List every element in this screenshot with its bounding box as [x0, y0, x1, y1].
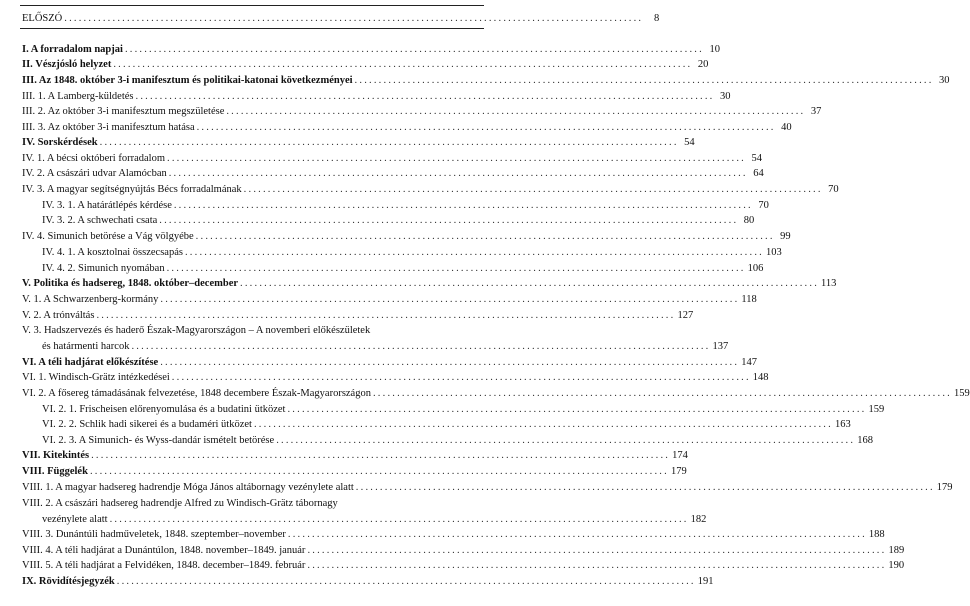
toc-entry-title: VIII. Függelék — [22, 466, 88, 477]
dot-leader: ........................................................................................................................ — [307, 560, 887, 571]
toc-entry-page: 159 — [868, 404, 885, 415]
toc-entry — [22, 482, 953, 497]
dot-leader: ........................................................................................................................ — [171, 372, 751, 383]
toc-entry-title: VI. A téli hadjárat előkészítése — [22, 357, 159, 368]
dot-leader: ........................................................................................................................ — [355, 482, 935, 493]
dot-leader: ........................................................................................................................ — [287, 404, 867, 415]
dot-leader: ........................................................................................................................ — [113, 59, 693, 70]
dot-leader: ........................................................................................................................ — [253, 419, 833, 430]
toc-entry-title: VI. 2. 1. Frischeisen előrenyomulása és a budatini ütközet — [42, 404, 286, 415]
toc-entry-page: 147 — [741, 357, 757, 368]
toc-entry — [42, 200, 769, 215]
toc-entry-title: V. Politika és hadsereg, 1848. október–december — [22, 278, 239, 289]
dot-leader: ........................................................................................................................ — [135, 91, 715, 102]
toc-entry — [22, 576, 714, 591]
dot-leader: ........................................................................................................................ — [167, 153, 746, 164]
toc-entry-page: 8 — [654, 13, 660, 24]
toc-entry — [22, 231, 791, 246]
toc-entry-title: VI. 2. 2. Schlik hadi sikerei és a budaméri ütközet — [42, 419, 252, 430]
toc-entry — [22, 560, 905, 575]
toc-entry-title: IX. Rövidítésjegyzék — [22, 576, 115, 587]
toc-entry-title: VIII. 3. Dunántúli hadműveletek, 1848. szeptember–november — [22, 529, 286, 540]
toc-entry-title: IV. 4. 1. A kosztolnai összecsapás — [42, 247, 183, 258]
toc-entry-page: 137 — [712, 341, 729, 352]
toc-entry-title: VI. 2. 3. A Simunich- és Wyss-dandár ismételt betörése — [42, 435, 275, 446]
toc-entry-page: 188 — [868, 529, 885, 540]
toc-entry — [42, 435, 873, 450]
toc-entry-title: III. 1. A Lamberg-küldetés — [22, 91, 134, 102]
toc-entry-title: IV. 3. 2. A schwechati csata — [42, 215, 158, 226]
toc-entry — [22, 44, 720, 59]
toc-entry-title: IV. Sorskérdések — [22, 137, 98, 148]
dot-leader: ........................................................................................................................ — [64, 13, 644, 24]
toc-entry-page: 118 — [741, 294, 757, 305]
toc-entry — [42, 514, 707, 529]
toc-entry-title: IV. 3. A magyar segítségnyújtás Bécs forradalmának — [22, 184, 242, 195]
toc-entry-page: 20 — [697, 59, 709, 70]
dot-leader: ........................................................................................................................ — [99, 137, 679, 148]
toc-entry — [22, 59, 709, 74]
toc-entry-title: IV. 4. 2. Simunich nyomában — [42, 263, 165, 274]
toc-entry-page: 30 — [939, 75, 950, 86]
toc-entry-page: 174 — [672, 450, 688, 461]
toc-entry-continuation: vezénylete alatt — [42, 514, 108, 525]
dot-leader: ........................................................................................................................ — [89, 466, 669, 477]
toc-entry — [42, 404, 885, 419]
toc-entry-title: VI. 2. A fősereg támadásának felvezetése, 1848 decembere Észak-Magyarországon — [22, 388, 371, 399]
toc-entry — [42, 215, 755, 230]
toc-entry-title: VIII. 2. A császári hadsereg hadrendje Alfred zu Windisch-Grätz tábornagy — [22, 498, 338, 509]
toc-entry — [22, 137, 695, 152]
dot-leader: ........................................................................................................................ — [287, 529, 867, 540]
dot-leader: ........................................................................................................................ — [173, 200, 753, 211]
toc-entry — [22, 294, 757, 309]
toc-entry-title: IV. 3. 1. A határátlépés kérdése — [42, 200, 172, 211]
toc-entry-page: 182 — [690, 514, 707, 525]
toc-entry-page: 40 — [781, 122, 792, 133]
toc-entry — [22, 450, 688, 465]
toc-entry-page: 37 — [810, 106, 822, 117]
toc-entry-title: VI. 1. Windisch-Grätz intézkedései — [22, 372, 170, 383]
toc-entry-title: IV. 1. A bécsi októberi forradalom — [22, 153, 165, 164]
toc-entry — [22, 184, 839, 199]
toc-entry-title: V. 1. A Schwarzenberg-kormány — [22, 294, 159, 305]
toc-entry-title: VII. Kitekintés — [22, 450, 90, 461]
toc-entry-page: 127 — [677, 310, 694, 321]
toc-entry — [22, 91, 731, 106]
toc-entry-page: 10 — [709, 44, 720, 55]
dot-leader: ........................................................................................................................ — [160, 357, 740, 368]
toc-entry-page: 190 — [888, 560, 905, 571]
toc-entry-title: III. 3. Az október 3-i manifesztum hatása — [22, 122, 195, 133]
dot-leader: ........................................................................................................................ — [195, 231, 775, 242]
dot-leader: ........................................................................................................................ — [226, 106, 806, 117]
toc-entry — [22, 529, 885, 544]
toc-entry-page: 113 — [821, 278, 837, 289]
dot-leader: ........................................................................................................................ — [372, 388, 952, 399]
toc-entry-page: 103 — [765, 247, 782, 258]
dot-leader: ........................................................................................................................ — [116, 576, 696, 587]
dot-leader: ........................................................................................................................ — [196, 122, 776, 133]
toc-entry-page: 99 — [780, 231, 791, 242]
toc-entry-title: II. Vészjósló helyzet — [22, 59, 112, 70]
dot-leader: ........................................................................................................................ — [124, 44, 704, 55]
toc-entry-title: IV. 2. A császári udvar Alamócban — [22, 168, 167, 179]
toc-entry-title: III. Az 1848. október 3-i manifesztum és politikai-katonai következményei — [22, 75, 353, 86]
dot-leader: ........................................................................................................................ — [160, 294, 740, 305]
dot-leader: ........................................................................................................................ — [96, 310, 676, 321]
toc-entry — [22, 106, 822, 121]
toc-entry-page: 80 — [743, 215, 755, 226]
dot-leader: ........................................................................................................................ — [240, 278, 820, 289]
toc-entry-page: 106 — [747, 263, 764, 274]
dot-leader: ........................................................................................................................ — [307, 545, 887, 556]
toc-entry-page: 168 — [857, 435, 873, 446]
toc-entry-title: V. 3. Hadszervezés és haderő Észak-Magyarországon – A novemberi előkészületek — [22, 325, 371, 336]
toc-entry — [22, 310, 694, 325]
toc-entry-page: 30 — [720, 91, 731, 102]
toc-entry-title: VIII. 1. A magyar hadsereg hadrendje Móga János altábornagy vezénylete alatt — [22, 482, 354, 493]
toc-entry-page: 148 — [752, 372, 769, 383]
toc-entry-title: III. 2. Az október 3-i manifesztum megszületése — [22, 106, 225, 117]
toc-entry-page: 179 — [670, 466, 687, 477]
toc-entry-page: 179 — [936, 482, 953, 493]
toc-entry — [22, 278, 837, 293]
toc-entry-title: I. A forradalom napjai — [22, 44, 123, 55]
toc-entry — [22, 466, 687, 481]
dot-leader: ........................................................................................................................ — [184, 247, 764, 258]
toc-entry — [22, 122, 792, 137]
toc-entry-title: VIII. 4. A téli hadjárat a Dunántúlon, 1848. november–1849. január — [22, 545, 306, 556]
toc-entry-continuation: és határmenti harcok — [42, 341, 130, 352]
dot-leader: ........................................................................................................................ — [243, 184, 823, 195]
dot-leader: ........................................................................................................................ — [91, 450, 671, 461]
divider-rule — [20, 28, 484, 29]
toc-entry — [42, 247, 782, 262]
dot-leader: ........................................................................................................................ — [276, 435, 856, 446]
toc-entry-page: 159 — [953, 388, 970, 399]
toc-entry-title: ELŐSZÓ — [22, 13, 63, 24]
dot-leader: ........................................................................................................................ — [168, 168, 748, 179]
toc-entry — [22, 545, 905, 560]
toc-entry-title: IV. 4. Simunich betörése a Vág völgyébe — [22, 231, 194, 242]
toc-entry — [42, 341, 729, 356]
toc-entry — [22, 13, 660, 28]
toc-entry — [42, 419, 851, 434]
toc-entry-page: 189 — [888, 545, 905, 556]
toc-entry-title: V. 2. A trónváltás — [22, 310, 95, 321]
dot-leader: ........................................................................................................................ — [109, 514, 689, 525]
toc-entry-page: 70 — [758, 200, 769, 211]
toc-entry-page: 191 — [697, 576, 714, 587]
dot-leader: ........................................................................................................................ — [354, 75, 934, 86]
toc-entry-page: 64 — [753, 168, 764, 179]
toc-entry — [22, 372, 769, 387]
toc-entry-page: 54 — [751, 153, 762, 164]
dot-leader: ........................................................................................................................ — [131, 341, 711, 352]
dot-leader: ........................................................................................................................ — [166, 263, 746, 274]
toc-entry — [22, 388, 970, 403]
toc-entry — [22, 75, 950, 90]
toc-entry-page: 54 — [684, 137, 695, 148]
dot-leader: ........................................................................................................................ — [159, 215, 739, 226]
toc-entry-page: 70 — [828, 184, 839, 195]
toc-entry-title: VIII. 5. A téli hadjárat a Felvidéken, 1848. december–1849. február — [22, 560, 306, 571]
toc-entry-page: 163 — [834, 419, 851, 430]
top-rule — [20, 5, 484, 6]
toc-entry — [22, 153, 762, 168]
toc-entry — [22, 168, 764, 183]
toc-entry — [42, 263, 764, 278]
toc-entry — [22, 357, 757, 372]
